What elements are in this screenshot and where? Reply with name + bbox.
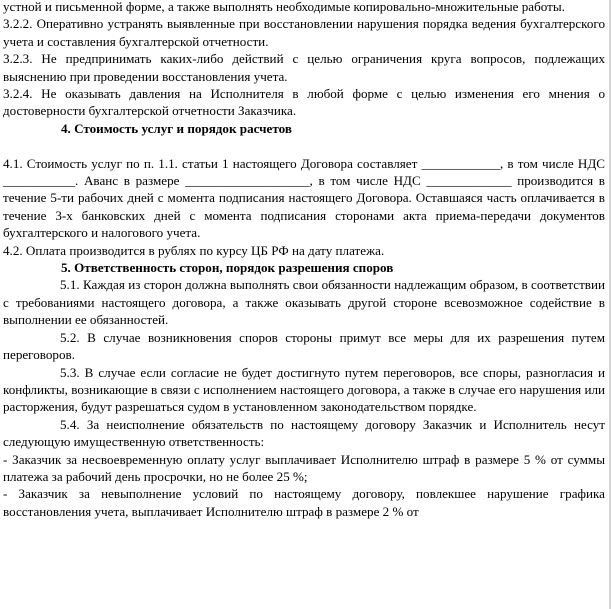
paragraph-4-2: 4.2. Оплата производится в рублях по курсу ЦБ РФ на дату платежа.: [3, 242, 385, 258]
paragraph-5-3: 5.3. В случае если согласие не будет достигнуто путем переговоров, все споры, разногласия и конфликты, возникающие в связи с исполнением настоящего договора, а также в случае его нарушения или расторжения, будут разрешаться судом в установленном законодательством порядке.: [3, 364, 605, 415]
list-item-penalty-schedule: - Заказчик за невыполнение условий по настоящему договору, повлекшее нарушение графика восстановления учета, выплачивает Исполнителю штраф в размере 2 % от: [3, 486, 605, 519]
document-page: [3, 0, 605, 520]
list-item-penalty-late-payment: - Заказчик за несвоевременную оплату услуг выплачивает Исполнителю штраф в размере 5 % от суммы платежа за рабочий день просрочки, но не более 25 %;: [3, 451, 605, 484]
paragraph-5-1: 5.1. Каждая из сторон должна выполнять свои обязанности надлежащим образом, в соответствии с требованиями настоящего договора, а также оказывать другой стороне всевозможное содействие в выполнении ее обязанностей.: [3, 277, 605, 328]
blank-line: [3, 137, 605, 154]
section-heading-4: 4. Стоимость услуг и порядок расчетов: [61, 120, 292, 136]
section-heading-5: 5. Ответственность сторон, порядок разрешения споров: [61, 260, 394, 276]
paragraph-3-2-4: 3.2.4. Не оказывать давления на Исполнителя в любой форме с целью изменения его мнения о достоверности бухгалтерской отчетности Заказчика.: [3, 86, 605, 119]
paragraph-intro: устной и письменной форме, а также выполнять необходимые копировально-множительные работы.: [3, 0, 565, 14]
paragraph-4-1: 4.1. Стоимость услуг по п. 1.1. статьи 1 настоящего Договора составляет ____________, в том числе НДС ___________. Аванс в размере ___________________, в том числе НДС _____________ производится в течение 5-ти рабочих дней с момента подписания настоящего Договора. Оставшаяся часть оплачивается в течение 3-х банковских дней с момента подписания сторонами акта приема-передачи документов бухгалтерского и налогового учета.: [3, 155, 605, 241]
paragraph-5-2: 5.2. В случае возникновения споров стороны примут все меры для их разрешения путем переговоров.: [3, 329, 605, 363]
paragraph-3-2-2: 3.2.2. Оперативно устранять выявленные при восстановлении нарушения порядка ведения бухгалтерского учета и составления бухгалтерской отчетности.: [3, 16, 605, 49]
paragraph-5-4: 5.4. За неисполнение обязательств по настоящему договору Заказчик и Исполнитель несут следующую имущественную ответственность:: [3, 416, 605, 450]
paragraph-3-2-3: 3.2.3. Не предпринимать каких-либо действий с целью ограничения круга вопросов, подлежащих выяснению при проведении восстановления учета.: [3, 51, 605, 84]
